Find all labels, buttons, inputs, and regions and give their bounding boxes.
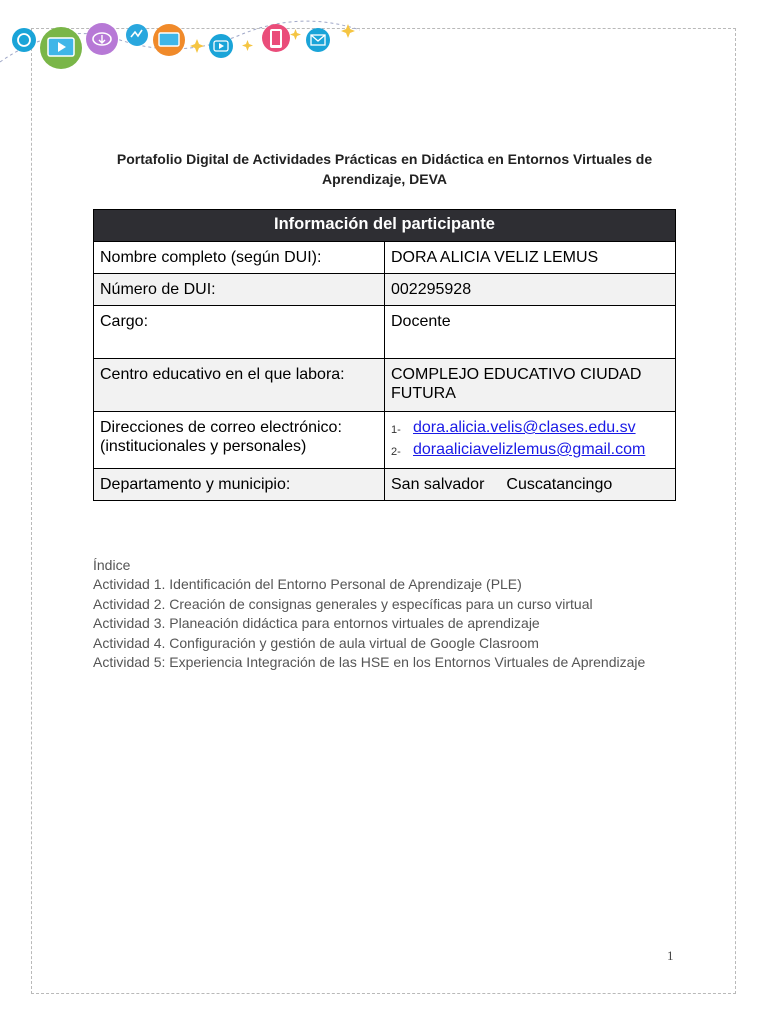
email-item xyxy=(391,440,669,462)
signal-icon xyxy=(126,24,148,46)
email-list xyxy=(385,412,676,469)
cloud-download-icon xyxy=(86,23,118,55)
video-player-icon xyxy=(40,27,82,69)
table-row xyxy=(94,274,676,306)
laptop-icon xyxy=(153,24,185,56)
index-item: Actividad 3. Planeación didáctica para entornos virtuales de aprendizaje xyxy=(93,615,540,632)
index-item: Actividad 5: Experiencia Integración de las HSE en los Entornos Virtuales de Aprendizaje xyxy=(93,654,646,671)
whatsapp-icon xyxy=(12,28,36,52)
sparkle-icon xyxy=(290,29,301,40)
table-row xyxy=(94,469,676,501)
page-number: 1 xyxy=(667,948,674,963)
row-label: Direcciones de correo electrónico: (institucionales y personales) xyxy=(94,412,385,469)
row-value: Docente xyxy=(385,306,676,359)
row-value: COMPLEJO EDUCATIVO CIUDAD FUTURA xyxy=(385,359,676,412)
row-label: Centro educativo en el que labora: xyxy=(94,359,385,412)
municipality-value: Cuscatancingo xyxy=(506,476,613,493)
decorative-banner xyxy=(0,0,400,80)
index-item: Actividad 4. Configuración y gestión de aula virtual de Google Clasroom xyxy=(93,634,539,651)
row-label: Número de DUI: xyxy=(94,274,385,306)
department-value: San salvador xyxy=(391,476,485,493)
sparkle-icon xyxy=(341,24,355,38)
sparkle-icon xyxy=(190,39,204,53)
email-link-institutional[interactable]: dora.alicia.velis@clases.edu.sv xyxy=(413,419,636,436)
play-icon xyxy=(209,34,233,58)
table-heading: Información del participante xyxy=(94,210,676,242)
row-value: DORA ALICIA VELIZ LEMUS xyxy=(385,242,676,274)
document-title: Portafolio Digital de Actividades Prácticas en Didáctica en Entornos Virtuales de Aprendizaje, DEVA xyxy=(116,151,653,187)
table-row xyxy=(94,306,676,359)
participant-info-table xyxy=(93,209,676,501)
row-value xyxy=(385,469,676,501)
email-link-personal[interactable]: doraaliciavelizlemus@gmail.com xyxy=(413,441,646,458)
table-row xyxy=(94,242,676,274)
email-number: 2- xyxy=(391,446,401,458)
index-item: Actividad 1. Identificación del Entorno Personal de Aprendizaje (PLE) xyxy=(93,576,522,593)
row-label: Cargo: xyxy=(94,306,385,359)
index-heading: Índice xyxy=(93,557,131,573)
row-label: Nombre completo (según DUI): xyxy=(94,242,385,274)
table-row xyxy=(94,412,676,469)
row-label: Departamento y municipio: xyxy=(94,469,385,501)
table-row xyxy=(94,359,676,412)
email-number: 1- xyxy=(391,424,401,436)
mail-icon xyxy=(306,28,330,52)
index-section xyxy=(93,556,653,672)
index-item: Actividad 2. Creación de consignas generales y específicas para un curso virtual xyxy=(93,595,593,612)
sparkle-icon xyxy=(242,40,253,51)
email-item xyxy=(391,418,669,440)
smartphone-icon xyxy=(262,24,290,52)
row-value: 002295928 xyxy=(385,274,676,306)
